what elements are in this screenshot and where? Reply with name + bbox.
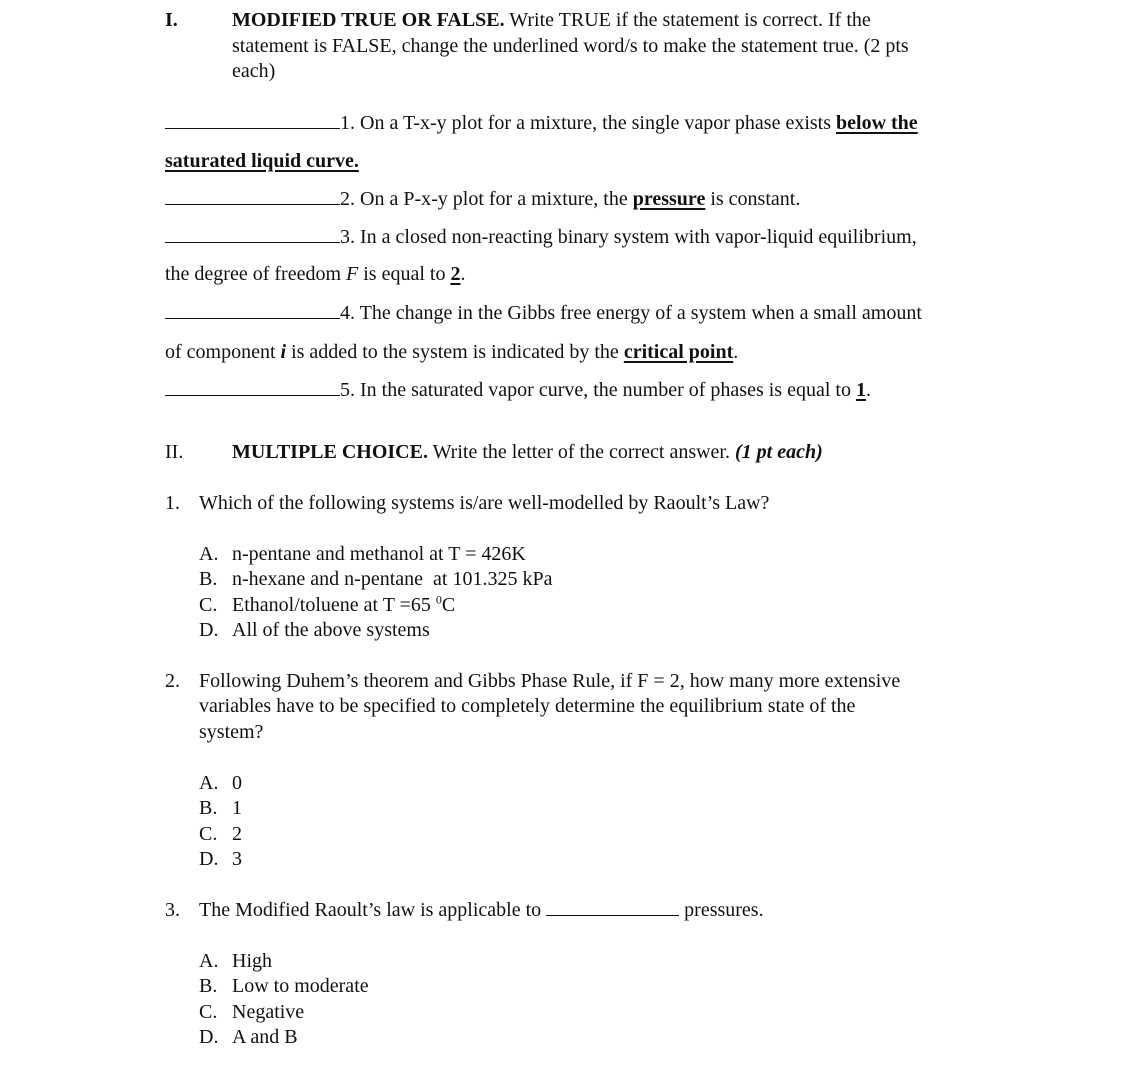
mc-question-3-text <box>199 897 764 923</box>
section1-instructions-line2: statement is FALSE, change the underlined word/s to make the statement true. (2 pts <box>232 35 909 57</box>
tf-item-3-period: . <box>460 263 466 285</box>
tf-item-3-number: 3. <box>340 226 355 248</box>
mc-question-1-number: 1. <box>165 492 180 514</box>
tf-item-4-text: The change in the Gibbs free energy of a system when a small amount <box>359 302 922 324</box>
tf-item-3-underlined: 2 <box>450 263 461 285</box>
mc-question-3-text-before: The Modified Raoult’s law is applicable to <box>199 899 542 921</box>
tf-item-5 <box>165 377 871 403</box>
section1-numeral: I. <box>165 9 178 31</box>
tf-item-1 <box>165 110 918 136</box>
mc-q1-choice-b[interactable]: B. n-hexane and n-pentane at 101.325 kPa <box>199 568 553 590</box>
tf-item-3-line2 <box>165 261 465 287</box>
tf-item-1-line2 <box>165 148 359 174</box>
mc-q2-choice-c[interactable]: C. 2 <box>199 823 242 845</box>
answer-blank-2[interactable] <box>165 186 340 205</box>
tf-item-4-text2: of component <box>165 341 276 363</box>
tf-item-2-number: 2. <box>340 188 355 210</box>
mc-question-2-line3: system? <box>199 721 264 743</box>
section1-instructions-line1 <box>232 7 871 33</box>
tf-item-4-underlined: critical point <box>623 341 734 363</box>
tf-item-2-text: On a P-x-y plot for a mixture, the <box>360 188 628 210</box>
section2-points: (1 pt each) <box>735 441 823 463</box>
tf-item-3-variable: F <box>346 263 359 285</box>
tf-item-1-number: 1. <box>340 112 355 134</box>
mc-q1-choice-d[interactable]: D. All of the above systems <box>199 619 430 641</box>
tf-item-3-text3: is equal to <box>363 263 446 285</box>
mc-q2-choice-a[interactable]: A. 0 <box>199 772 242 794</box>
tf-item-4-line2 <box>165 339 738 365</box>
section2-instructions <box>232 439 823 465</box>
mc-question-3-text-after: pressures. <box>684 899 764 921</box>
section2-heading: MULTIPLE CHOICE. <box>232 441 428 463</box>
answer-blank-1[interactable] <box>165 110 340 129</box>
mc-q1-choice-c[interactable]: C. Ethanol/toluene at T =65 $^0$C <box>199 592 456 616</box>
tf-item-4-number: 4. <box>340 302 355 324</box>
tf-item-2-underlined: pressure <box>632 188 706 210</box>
mc-q2-choice-d[interactable]: D. 3 <box>199 848 242 870</box>
tf-item-4-period: . <box>733 341 739 363</box>
mc-q3-choice-b[interactable]: B. Low to moderate <box>199 975 369 997</box>
tf-item-2-text-after: is constant. <box>710 188 801 210</box>
tf-item-5-underlined: 1 <box>855 379 866 401</box>
tf-item-1-underlined-a: below the <box>836 112 918 134</box>
mc-q1-choice-a[interactable]: A. n-pentane and methanol at T = 426K <box>199 543 526 565</box>
tf-item-3-text: In a closed non-reacting binary system with vapor-liquid equilibrium, <box>360 226 917 248</box>
tf-item-1-underlined-b: saturated liquid curve. <box>165 150 359 172</box>
mc-question-1-text: Which of the following systems is/are well-modelled by Raoult’s Law? <box>199 492 770 514</box>
mc-q3-choice-c[interactable]: C. Negative <box>199 1001 305 1023</box>
tf-item-5-text: In the saturated vapor curve, the number of phases is equal to <box>360 379 851 401</box>
answer-blank-5[interactable] <box>165 377 340 396</box>
section1-heading: MODIFIED TRUE OR FALSE. <box>232 9 505 31</box>
tf-item-4 <box>165 300 922 326</box>
mc-q3-choice-a[interactable]: A. High <box>199 950 272 972</box>
tf-item-3 <box>165 224 917 250</box>
tf-item-4-variable: i <box>280 341 287 363</box>
mc-question-3-blank[interactable] <box>546 897 679 916</box>
section1-instructions-line3: each) <box>232 60 276 82</box>
tf-item-5-number: 5. <box>340 379 355 401</box>
tf-item-3-text2: the degree of freedom <box>165 263 342 285</box>
section2-numeral: II. <box>165 441 184 463</box>
section2-instructions-text: Write the letter of the correct answer. <box>432 441 730 463</box>
tf-item-5-period: . <box>865 379 871 401</box>
answer-blank-3[interactable] <box>165 224 340 243</box>
section1-instructions-text1: Write TRUE if the statement is correct. If the <box>509 9 871 31</box>
tf-item-4-text3: is added to the system is indicated by the <box>291 341 619 363</box>
tf-item-2 <box>165 186 800 212</box>
mc-question-2-number: 2. <box>165 670 180 692</box>
mc-question-2-line2: variables have to be specified to completely determine the equilibrium state of the <box>199 695 856 717</box>
mc-q3-choice-d[interactable]: D. A and B <box>199 1026 298 1048</box>
mc-question-2-line1: Following Duhem’s theorem and Gibbs Phase Rule, if F = 2, how many more extensive <box>199 670 901 692</box>
mc-q2-choice-b[interactable]: B. 1 <box>199 797 242 819</box>
answer-blank-4[interactable] <box>165 300 340 319</box>
mc-question-3-number: 3. <box>165 899 180 921</box>
tf-item-1-text: On a T-x-y plot for a mixture, the single vapor phase exists <box>360 112 832 134</box>
